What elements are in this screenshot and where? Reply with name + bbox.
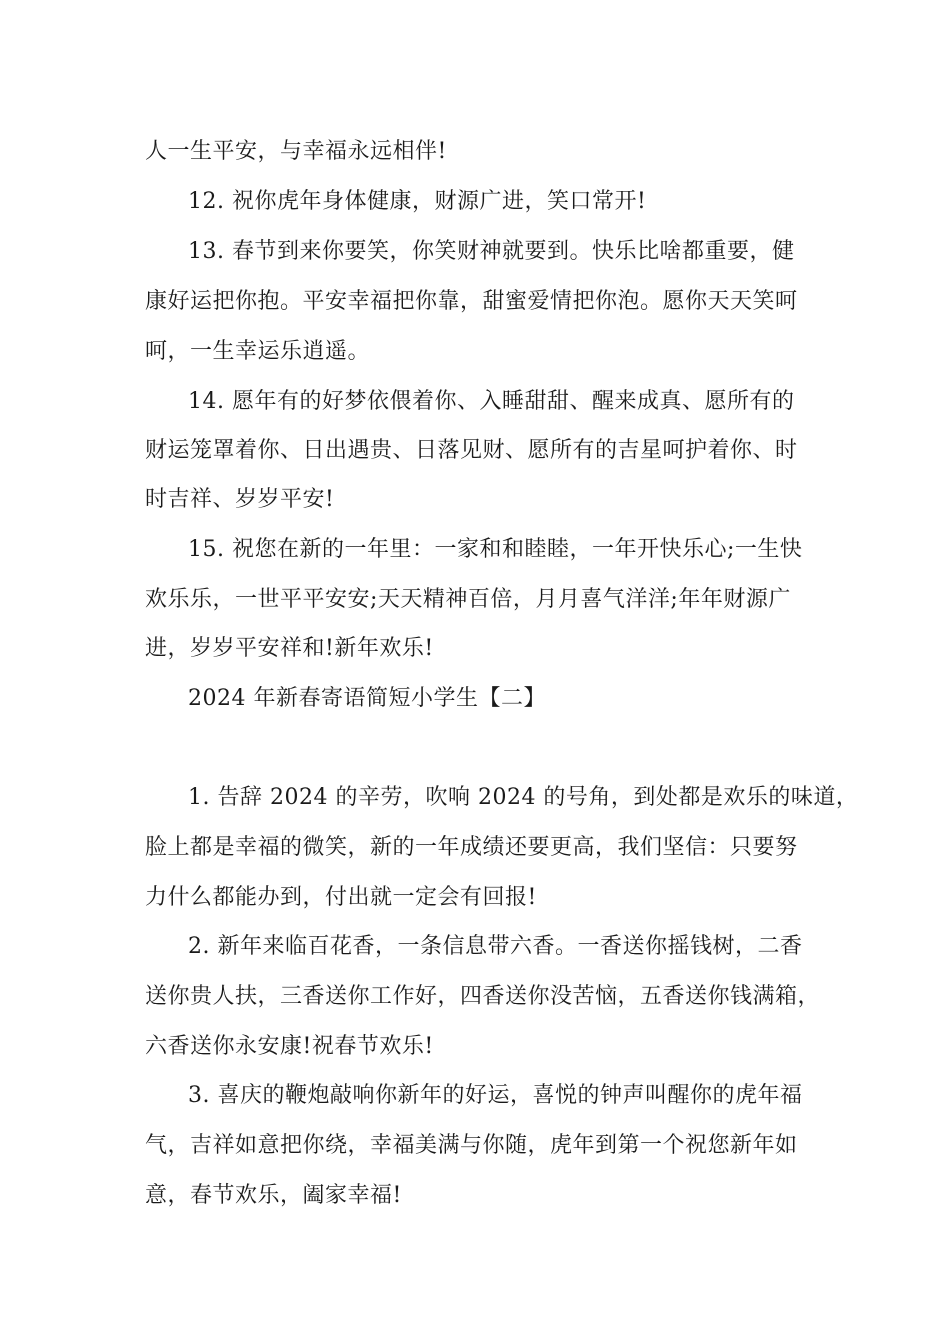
text-line: 财运笼罩着你、日出遇贵、日落见财、愿所有的吉星呵护着你、时 xyxy=(145,438,798,463)
text-line: 脸上都是幸福的微笑，新的一年成绩还要更高，我们坚信：只要努 xyxy=(145,835,798,860)
text-line: 时吉祥、岁岁平安! xyxy=(145,487,335,512)
text-line: 欢乐乐，一世平平安安;天天精神百倍，月月喜气洋洋;年年财源广 xyxy=(145,587,791,612)
text-line: 气，吉祥如意把你绕，幸福美满与你随，虎年到第一个祝您新年如 xyxy=(145,1133,798,1158)
list-item-14: 14. 愿年有的好梦依偎着你、入睡甜甜、醒来成真、愿所有的 xyxy=(188,389,795,414)
section-heading: 2024 年新春寄语简短小学生【二】 xyxy=(188,686,546,711)
text-line: 进，岁岁平安祥和!新年欢乐! xyxy=(145,636,434,661)
list-item-12: 12. 祝你虎年身体健康，财源广进，笑口常开! xyxy=(188,189,647,214)
text-line: 力什么都能办到，付出就一定会有回报! xyxy=(145,885,537,910)
text-line: 康好运把你抱。平安幸福把你靠，甜蜜爱情把你泡。愿你天天笑呵 xyxy=(145,289,798,314)
list-item-15: 15. 祝您在新的一年里：一家和和睦睦，一年开快乐心;一生快 xyxy=(188,537,803,562)
text-line: 呵，一生幸运乐逍遥。 xyxy=(145,339,371,364)
list-item-13: 13. 春节到来你要笑，你笑财神就要到。快乐比啥都重要，健 xyxy=(188,239,795,264)
text-line: 意，春节欢乐，阖家幸福! xyxy=(145,1183,402,1208)
list-item-3: 3. 喜庆的鞭炮敲响你新年的好运，喜悦的钟声叫醒你的虎年福 xyxy=(188,1083,803,1108)
list-item-1: 1. 告辞 2024 的辛劳，吹响 2024 的号角，到处都是欢乐的味道， xyxy=(188,785,859,810)
text-line: 送你贵人扶，三香送你工作好，四香送你没苦恼，五香送你钱满箱， xyxy=(145,984,821,1009)
list-item-2: 2. 新年来临百花香，一条信息带六香。一香送你摇钱树，二香 xyxy=(188,934,803,959)
text-line: 人一生平安，与幸福永远相伴! xyxy=(145,139,447,164)
text-line: 六香送你永安康!祝春节欢乐! xyxy=(145,1034,434,1059)
